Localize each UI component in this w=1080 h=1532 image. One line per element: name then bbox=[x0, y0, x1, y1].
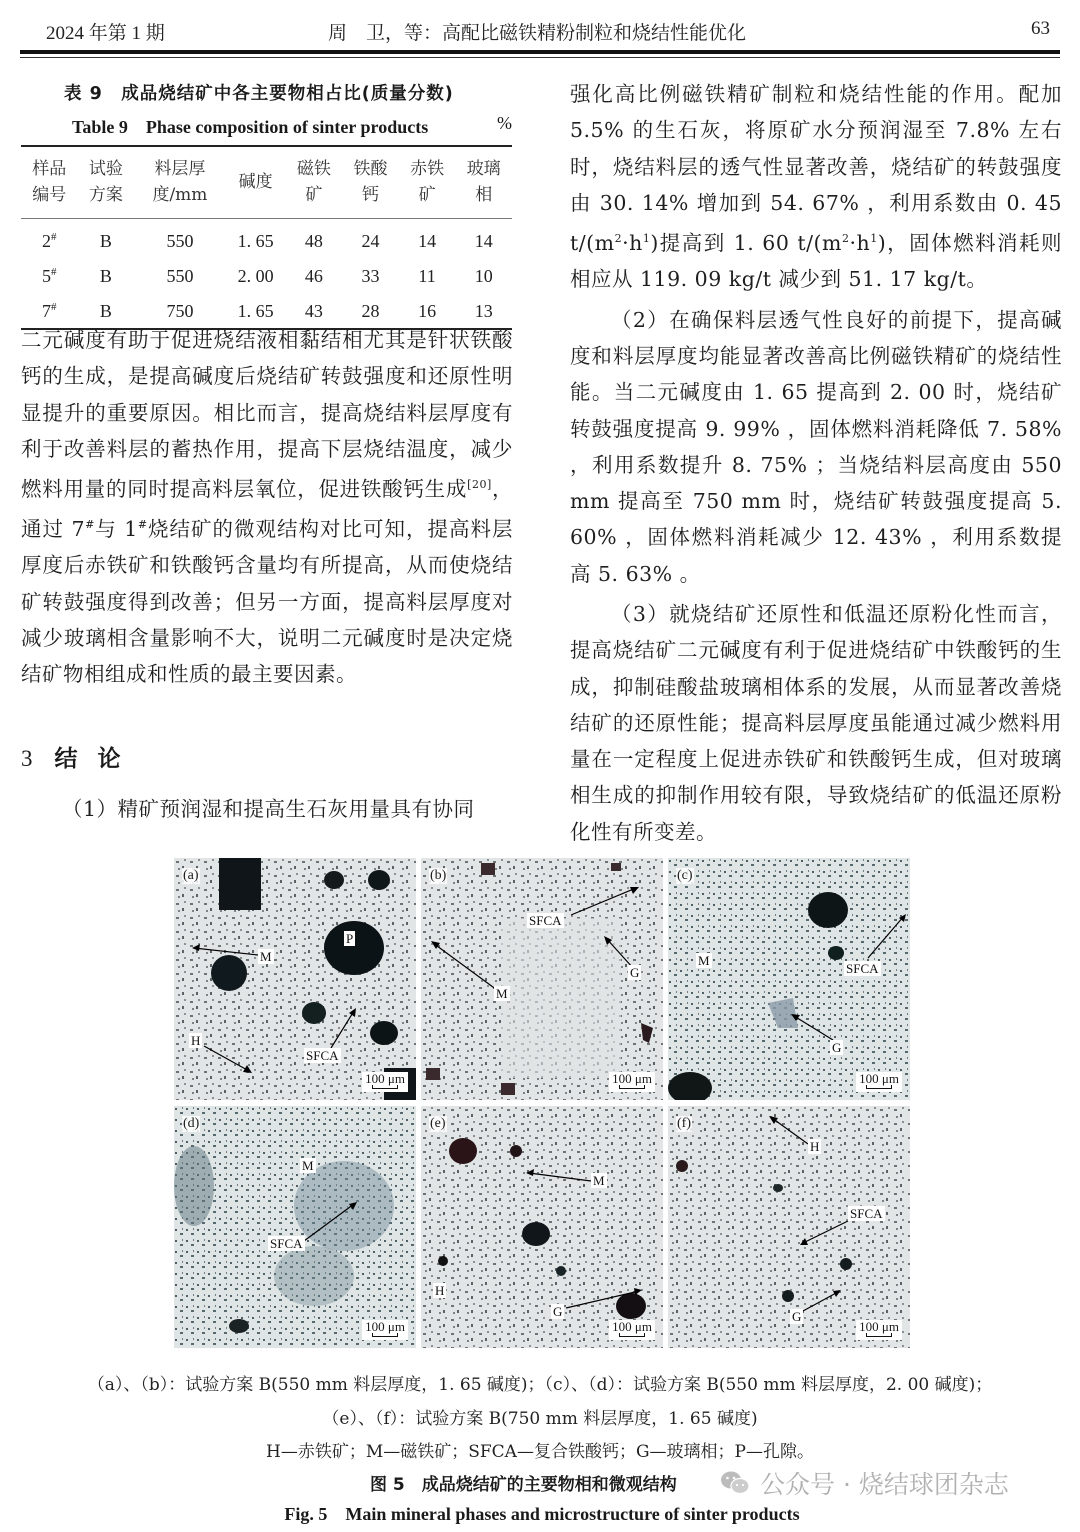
phase-label-g: G bbox=[792, 1309, 802, 1324]
phase-label-sfca: SFCA bbox=[850, 1206, 883, 1221]
scale-bar: 100 μm bbox=[362, 1320, 408, 1340]
col-scheme: 试验 方案 bbox=[78, 146, 135, 218]
scale-bar: 100 μm bbox=[609, 1320, 655, 1340]
right-column-text bbox=[570, 76, 1062, 850]
table-unit: % bbox=[497, 113, 512, 133]
phase-label-h: H bbox=[810, 1139, 820, 1154]
annotation-arrows bbox=[421, 1106, 663, 1348]
phase-label-p: P bbox=[346, 931, 354, 946]
figure-note-ef: （e）、（f）：试验方案 B(750 mm 料层厚度，1. 65 碱度) bbox=[322, 1409, 758, 1429]
table-row: 5# B 550 2. 00 46 33 11 10 bbox=[42, 266, 493, 286]
phase-label-g: G bbox=[832, 1040, 842, 1055]
scale-bar: 100 μm bbox=[609, 1072, 655, 1092]
section-title: 结论 bbox=[54, 746, 141, 772]
scale-bar: 100 μm bbox=[856, 1072, 902, 1092]
watermark-text: 公众号 · 烧结球团杂志 bbox=[760, 1470, 1009, 1499]
annotation-arrows bbox=[668, 1106, 910, 1348]
phase-label-m: M bbox=[496, 986, 508, 1001]
figure-legend: H—赤铁矿；M—磁铁矿；SFCA—复合铁酸钙；G—玻璃相；P—孔隙。 bbox=[266, 1442, 814, 1462]
micrograph-panel-b bbox=[421, 858, 663, 1100]
panel-label: (e) bbox=[430, 1116, 446, 1131]
watermark bbox=[720, 1465, 1009, 1501]
table-caption-en bbox=[72, 113, 512, 139]
wechat-icon bbox=[720, 1470, 750, 1496]
section-heading bbox=[21, 740, 141, 773]
phase-label-sfca: SFCA bbox=[306, 1048, 339, 1063]
panel-label: (b) bbox=[430, 868, 447, 883]
panel-label: (a) bbox=[183, 868, 199, 883]
scale-bar: 100 μm bbox=[362, 1072, 408, 1092]
table-header-row bbox=[21, 146, 512, 218]
col-calcium-ferrite: 铁酸 钙 bbox=[342, 146, 399, 218]
annotation-arrows bbox=[174, 858, 416, 1100]
table-row: 7# B 750 1. 65 43 28 16 13 bbox=[42, 300, 493, 321]
conclusion-1-start: （1）精矿预润湿和提高生石灰用量具有协同 bbox=[62, 797, 475, 821]
phase-label-h: H bbox=[191, 1033, 201, 1048]
phase-label-sfca: SFCA bbox=[529, 913, 562, 928]
table-row: 2# B 550 1. 65 48 24 14 14 bbox=[42, 231, 493, 252]
panel-label: (f) bbox=[677, 1116, 691, 1131]
micrograph-panel-f bbox=[668, 1106, 910, 1348]
col-magnetite: 磁铁 矿 bbox=[286, 146, 343, 218]
left-column-text bbox=[21, 322, 513, 693]
table-caption-en-text: Table 9 Phase composition of sinter products bbox=[72, 117, 429, 137]
body-paragraph: 二元碱度有助于促进烧结液相黏结相尤其是针状铁酸钙的生成，是提高碱度后烧结矿转鼓强度和还原性明显提升的重要原因。相比而言，提高烧结料层厚度有利于改善料层的蓄热作用，提高下层烧结温度，减少燃料用量的同时提高料层氧位，促进铁酸钙生成[20]，通过 7#与 1#烧结矿的微观结构对比可知，提高料层厚度后赤铁矿和铁酸钙含量均有所提高，从而使烧结矿转鼓强度得到改善；但另一方面，提高料层厚度对减少玻璃相含量影响不大，说明二元碱度时是决定烧结矿物相组成和性质的最主要因素。 bbox=[21, 328, 514, 687]
header-rule-thin bbox=[20, 57, 1060, 58]
phase-label-g: G bbox=[630, 965, 640, 980]
annotation-arrows bbox=[668, 858, 910, 1100]
micrograph-panel-c bbox=[668, 858, 910, 1100]
col-hematite: 赤铁 矿 bbox=[399, 146, 456, 218]
col-basicity: 碱度 bbox=[226, 146, 286, 218]
journal-issue: 2024 年第 1 期 bbox=[46, 23, 165, 44]
annotation-arrows bbox=[421, 858, 663, 1100]
header-rule-thick bbox=[20, 50, 1060, 54]
micrograph-panel-a bbox=[174, 858, 416, 1100]
phase-composition-table bbox=[21, 145, 512, 330]
phase-label-m: M bbox=[260, 949, 272, 964]
panel-label: (c) bbox=[677, 868, 693, 883]
phase-label-h: H bbox=[435, 1283, 445, 1298]
figure-5-micrographs bbox=[174, 858, 910, 1348]
micrograph-panel-e bbox=[421, 1106, 663, 1348]
conclusion-2: （2）在确保料层透气性良好的前提下，提高碱度和料层厚度均能显著改善高比例磁铁精矿的烧结性能。当二元碱度由 1. 65 提高到 2. 00 时，烧结矿转鼓强度提高 9. 99% ，固体燃料消耗降低 7. 58% ，利用系数提升 8. 75% ；当烧结料层高度由 550 mm 提高至 750 mm 时，烧结矿转鼓强度提高 5. 60% ，固体燃料消耗减少 12. 43% ，利用系数提高 5. 63% 。 bbox=[570, 307, 1062, 586]
micrograph-panel-d bbox=[174, 1106, 416, 1348]
phase-label-sfca: SFCA bbox=[846, 961, 879, 976]
section-number: 3 bbox=[21, 746, 33, 771]
col-glass: 玻璃 相 bbox=[455, 146, 512, 218]
running-header bbox=[20, 18, 1058, 48]
phase-label-m: M bbox=[593, 1173, 605, 1188]
col-sample: 样品 编号 bbox=[21, 146, 78, 218]
phase-label-sfca: SFCA bbox=[270, 1236, 303, 1251]
col-thickness: 料层厚 度/mm bbox=[134, 146, 226, 218]
phase-label-g: G bbox=[553, 1304, 563, 1319]
annotation-arrows bbox=[174, 1106, 416, 1348]
conclusion-1-cont: 强化高比例磁铁精矿制粒和烧结性能的作用。配加 5.5% 的生石灰，将原矿水分预润湿至 7.8% 左右时，烧结料层的透气性显著改善，烧结矿的转鼓强度由 30. 14% 增加到 54. 67% ，利用系数由 0. 45 $t/(m^2\cdot h^1)$提高到 1. 60 $t/(m^2\cdot h^1)$，固体燃料消耗则相应从 119. 09 kg/t 减少到 51. 17 kg/t。 bbox=[570, 82, 1063, 292]
conclusion-3: （3）就烧结矿还原性和低温还原粉化性而言，提高烧结矿二元碱度有利于促进烧结矿中铁酸钙的生成，抑制硅酸盐玻璃相体系的发展，从而显著改善烧结矿的还原性能；提高料层厚度虽能通过减少燃料用量在一定程度上促进赤铁矿和铁酸钙生成，但对玻璃相生成的抑制作用较有限，导致烧结矿的低温还原粉化性有所变差。 bbox=[570, 601, 1062, 844]
table-caption-cn: 表 9 成品烧结矿中各主要物相占比(质量分数) bbox=[64, 84, 454, 104]
figure-note-ab-cd: （a）、（b）：试验方案 B(550 mm 料层厚度，1. 65 碱度)；（c）、（d）：试验方案 B(550 mm 料层厚度，2. 00 碱度)； bbox=[87, 1375, 993, 1395]
figure-caption-cn: 图 5 成品烧结矿的主要物相和微观结构 bbox=[370, 1475, 677, 1495]
panel-label: (d) bbox=[183, 1116, 200, 1131]
figure-caption-en: Fig. 5 Main mineral phases and microstructure of sinter products bbox=[284, 1504, 800, 1524]
citation: [20] bbox=[467, 478, 492, 492]
phase-label-m: M bbox=[698, 953, 710, 968]
page-number: 63 bbox=[1031, 18, 1050, 39]
running-title: 周 卫，等：高配比磁铁精粉制粒和烧结性能优化 bbox=[328, 23, 747, 44]
phase-label-m: M bbox=[302, 1158, 314, 1173]
scale-bar: 100 μm bbox=[856, 1320, 902, 1340]
